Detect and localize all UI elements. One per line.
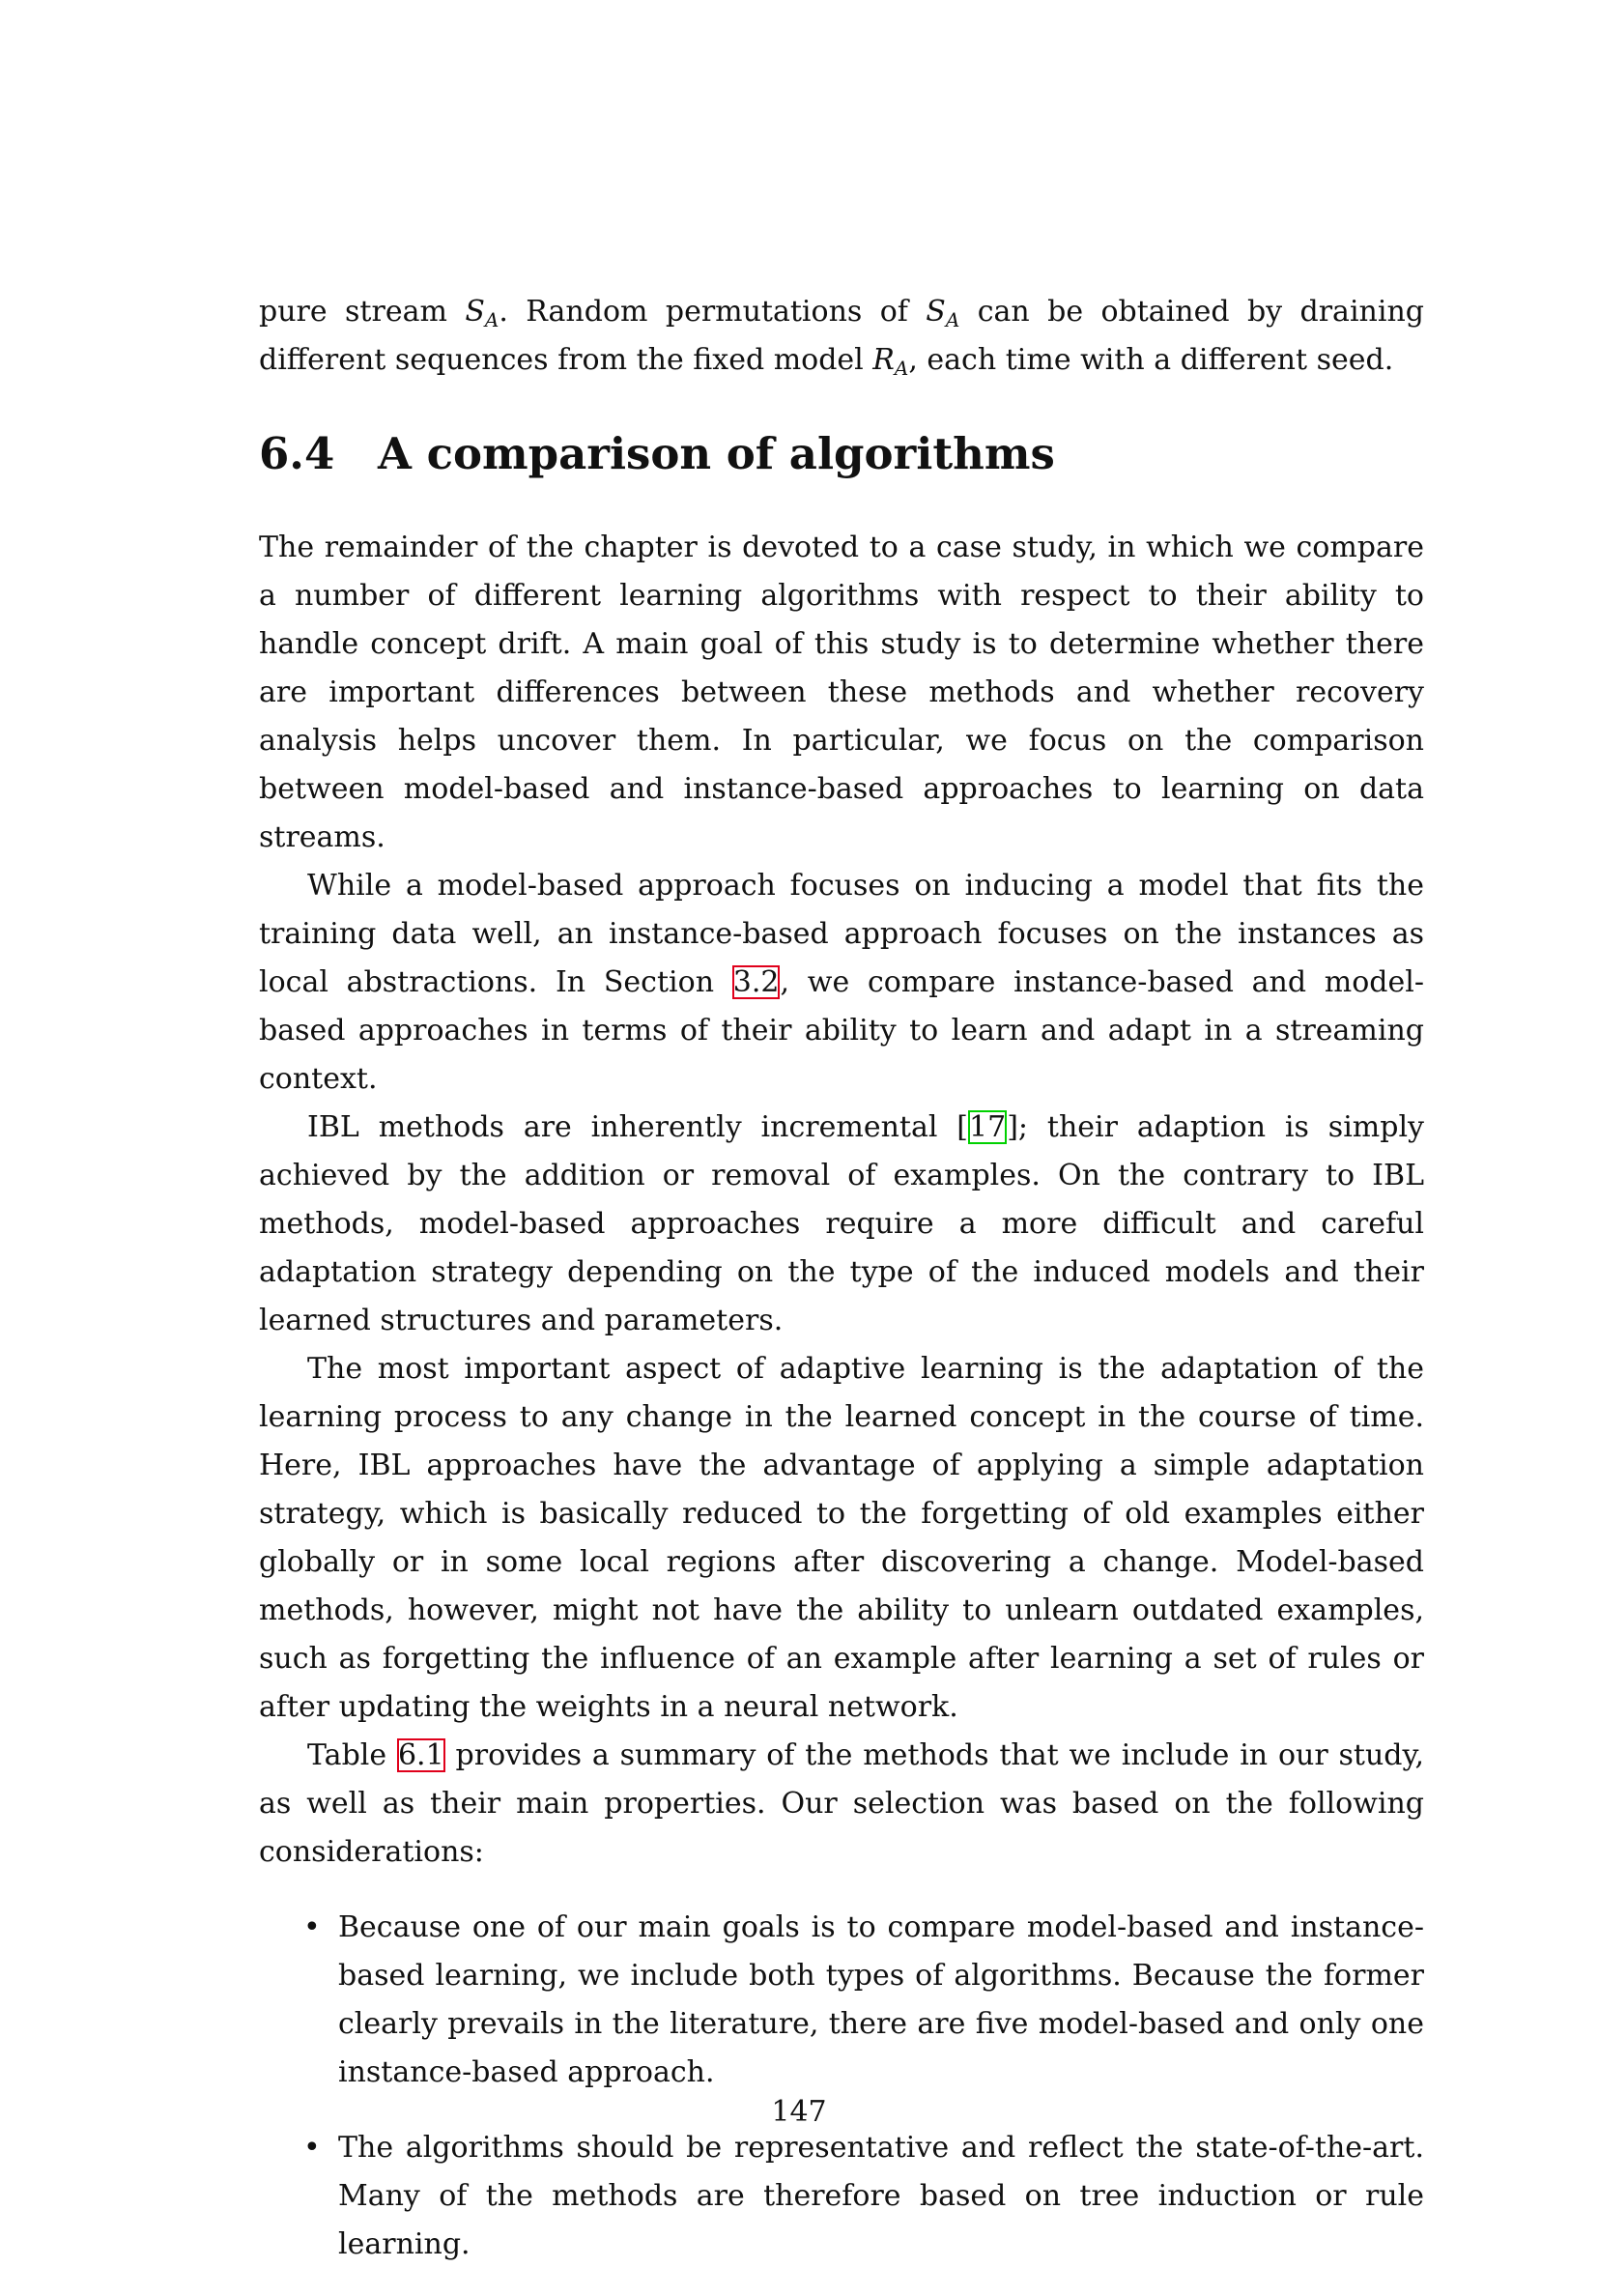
considerations-list [259, 1904, 1424, 2269]
continuation-paragraph: pure stream $S_A$. Random permutations of $S_A$ can be obtained by draining different sequences from the fixed model $R_A$, each time with a different seed. [259, 295, 1424, 380]
math-subscript-A: A [945, 308, 960, 331]
section-number: 6.4 [259, 428, 335, 479]
list-item-text: The algorithms should be representative and reflect the state-of-the-art. Many of the methods are therefore based on tree induction or rule learning. [338, 2131, 1424, 2261]
page-body [259, 288, 1424, 2296]
bullet-icon: • [303, 2131, 321, 2165]
paragraph-3: IBL methods are inherently incremental [17]; their adaption is simply achieved by the addition or removal of examples. On the contrary to IBL methods, model-based approaches require a more difficult and careful adaptation strategy depending on the type of the induced models and their learned structures and parameters. [259, 1110, 1424, 1337]
list-item-text: Because one of our main goals is to compare model-based and instance-based learning, we include both types of algorithms. Because the former clearly prevails in the literature, there are five model-based and only one instance-based approach. [338, 1910, 1424, 2089]
math-S: S [926, 295, 946, 329]
section-ref-link[interactable]: 3.2 [732, 965, 780, 999]
section-title: A comparison of algorithms [378, 428, 1055, 479]
math-R: R [872, 343, 895, 377]
list-item [259, 2124, 1424, 2269]
paragraph-1: The remainder of the chapter is devoted to a case study, in which we compare a number of different learning algorithms with respect to their ability to handle concept drift. A main goal of this study is to determine whether there are important differences between these methods and whether recovery analysis helps uncover them. In particular, we focus on the comparison between model-based and instance-based approaches to learning on data streams. [259, 531, 1424, 854]
paragraph-5: Table 6.1 provides a summary of the methods that we include in our study, as well as their main properties. Our selection was based on the following considerations: [259, 1738, 1424, 1869]
paragraph-4: The most important aspect of adaptive learning is the adaptation of the learning process to any change in the learned concept in the course of time. Here, IBL approaches have the advantage of applying a simple adaptation strategy, which is basically reduced to the forgetting of old examples either globally or in some local regions after discovering a change. Model-based methods, however, might not have the ability to unlearn outdated examples, such as forgetting the influence of an example after learning a set of rules or after updating the weights in a neural network. [259, 1352, 1424, 1724]
math-S: S [465, 295, 485, 329]
table-ref-link[interactable]: 6.1 [397, 1738, 444, 1772]
bullet-icon: • [303, 1910, 321, 1944]
math-subscript-A: A [894, 357, 909, 380]
list-item [259, 1904, 1424, 2097]
math-subscript-A: A [484, 308, 499, 331]
page-number: 147 [771, 2095, 827, 2129]
citation-link[interactable]: 17 [969, 1110, 1007, 1144]
paragraph-2: While a model-based approach focuses on inducing a model that fits the training data well, an instance-based approach focuses on the instances as local abstractions. In Section 3.2, we compare instance-based and model-based approaches in terms of their ability to learn and adapt in a streaming context. [259, 869, 1424, 1096]
section-heading [259, 425, 1424, 483]
